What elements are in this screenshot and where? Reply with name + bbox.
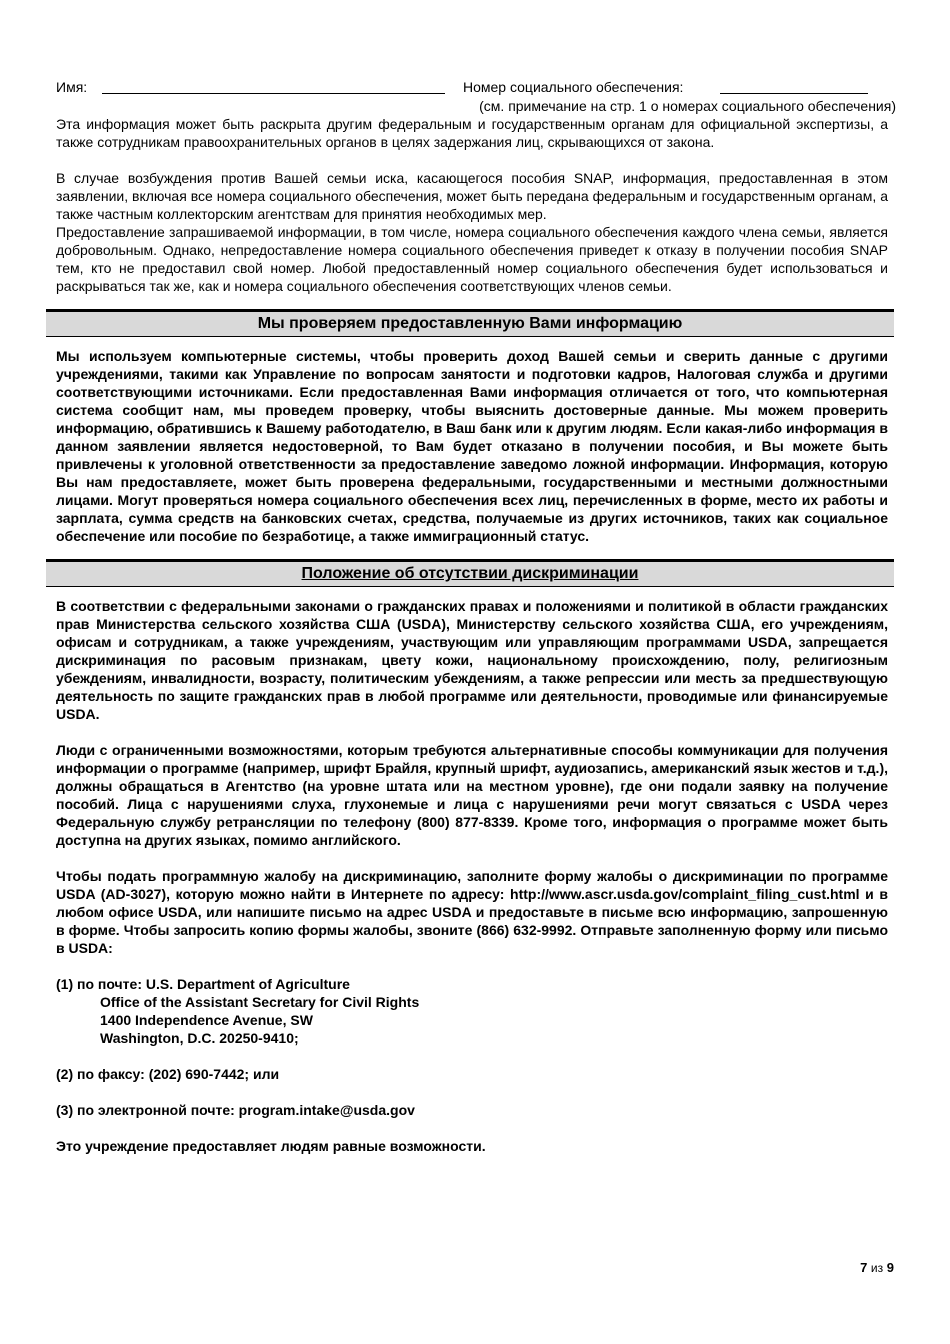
ssn-note: (см. примечание на стр. 1 о номерах социального обеспечения) <box>479 98 896 114</box>
mail-address <box>56 975 888 1047</box>
section-nondiscrimination-title: Положение об отсутствии дискриминации <box>301 565 639 582</box>
nondiscrimination-paragraph-1: В соответствии с федеральными законами о гражданских правах и положениями и политикой в области гражданских прав Министерства сельского хозяйства США (USDA), Министерству сельского хозяйства США, его учреждениям, офисам и сотрудникам, а также учреждениям, участвующим или управляющим программами USDA, запрещается дискриминация по расовым признакам, цвету кожи, национальному происхождению, полу, религиозным убеждениям, инвалидности, возрасту, политическим убеждениям, а также репрессии или месть за предшествующую деятельность по защите гражданских прав в любой программе или деятельности, проводимые или финансируемые USDA. <box>56 598 888 722</box>
intro-paragraph-3: Предоставление запрашиваемой информации, в том числе, номера социального обеспечения каждого члена семьи, является добровольным. Однако, непредоставление номера социального обеспечения приведет к отказу в получении пособия SNAP тем, кто не предоставил свой номер. Любой предоставленный номер социального обеспечения будет использоваться и раскрываться так же, как и номера социального обеспечения соответствующих членов семьи. <box>56 224 888 294</box>
page-total: 9 <box>886 1260 894 1275</box>
nondiscrimination-paragraph-2: Люди с ограниченными возможностями, которым требуются альтернативные способы коммуникации для получения информации о программе (например, шрифт Брайля, крупный шрифт, аудиозапись, американский язык жестов и т.д.), должны обращаться в Агентство (на уровне штата или на местном уровне), где они подали заявку на получение пособий. Лица с нарушениями слуха, глухонемые и лица с нарушениями речи могут связаться с USDA через Федеральную службу ретрансляции по телефону (800) 877-8339. Кроме того, информация о программе может быть доступна на других языках, помимо английского. <box>56 742 888 848</box>
mail-line-2: Office of the Assistant Secretary for Civil Rights <box>100 994 420 1010</box>
nondiscrimination-paragraph-3: Чтобы подать программную жалобу на дискриминацию, заполните форму жалобы о дискриминации по программе USDA (AD-3027), которую можно найти в Интернете по адресу: http://www.ascr.usda.gov/complaint_filing_cust.html и в любом офисе USDA, или напишите письмо на адрес USDA и предоставьте в письме всю информацию, запрошенную в форме. Чтобы запросить копию формы жалобы, звоните (866) 632-9992. Отправьте заполненную форму или письмо в USDA: <box>56 868 888 956</box>
ssn-field[interactable] <box>720 93 868 94</box>
section-verify-body: Мы используем компьютерные системы, чтобы проверить доход Вашей семьи и сверить данные с другими учреждениями, такими как Управление по вопросам занятости и подготовки кадров, Налоговая служба и другими соответствующими источниками. Если предоставленная Вами информация отличается от того, что компьютерная система сообщит нам, мы проведем проверку, чтобы выяснить достоверные данные. Мы можем проверить информацию, обратившись к Вашему работодателю, в Ваш банк или к другим людям. Если какая-либо информация в данном заявлении является недостоверной, то Вам будет отказано в получении пособия, и Вы можете быть привлечены к уголовной ответственности за предоставление заведомо ложной информации. Информация, которую Вы нам предоставляете, может быть проверена федеральными, государственными и местными должностными лицами. Могут проверяться номера социального обеспечения всех лиц, перечисленных в форме, место их работы и зарплата, сумма средств на банковских счетах, средства, получаемые из других источников, таких как социальное обеспечение или пособие по безработице, а также иммиграционный статус. <box>56 348 888 544</box>
name-field[interactable] <box>102 93 445 94</box>
ssn-label: Номер социального обеспечения: <box>463 79 684 95</box>
section-nondiscrimination-header <box>46 559 894 587</box>
fax-line: (2) по факсу: (202) 690-7442; или <box>56 1066 280 1082</box>
document-page <box>56 78 896 1155</box>
intro-paragraph-2: В случае возбуждения против Вашей семьи иска, касающегося пособия SNAP, информация, предоставленная в этом заявлении, включая все номера социального обеспечения, может быть передана федеральным и государственным органам, а также частным коллекторским агентствам для принятия необходимых мер. <box>56 170 888 222</box>
closing-statement: Это учреждение предоставляет людям равные возможности. <box>56 1138 486 1154</box>
mail-line-4: Washington, D.C. 20250-9410; <box>100 1030 299 1046</box>
name-label: Имя: <box>56 79 88 95</box>
mail-line-3: 1400 Independence Avenue, SW <box>100 1012 313 1028</box>
page-of: из <box>870 1261 884 1275</box>
section-verify-title: Мы проверяем предоставленную Вами информацию <box>257 315 683 332</box>
email-line: (3) по электронной почте: program.intake@usda.gov <box>56 1102 415 1118</box>
page-current: 7 <box>860 1260 868 1275</box>
section-verify-header <box>46 309 894 337</box>
mail-line-1: (1) по почте: U.S. Department of Agriculture <box>56 976 350 992</box>
page-number <box>860 1260 894 1275</box>
name-ssn-row <box>56 78 888 97</box>
intro-paragraph-1: Эта информация может быть раскрыта другим федеральным и государственным органам для официальной экспертизы, а также сотрудникам правоохранительных органов в целях задержания лиц, скрывающихся от закона. <box>56 116 888 150</box>
